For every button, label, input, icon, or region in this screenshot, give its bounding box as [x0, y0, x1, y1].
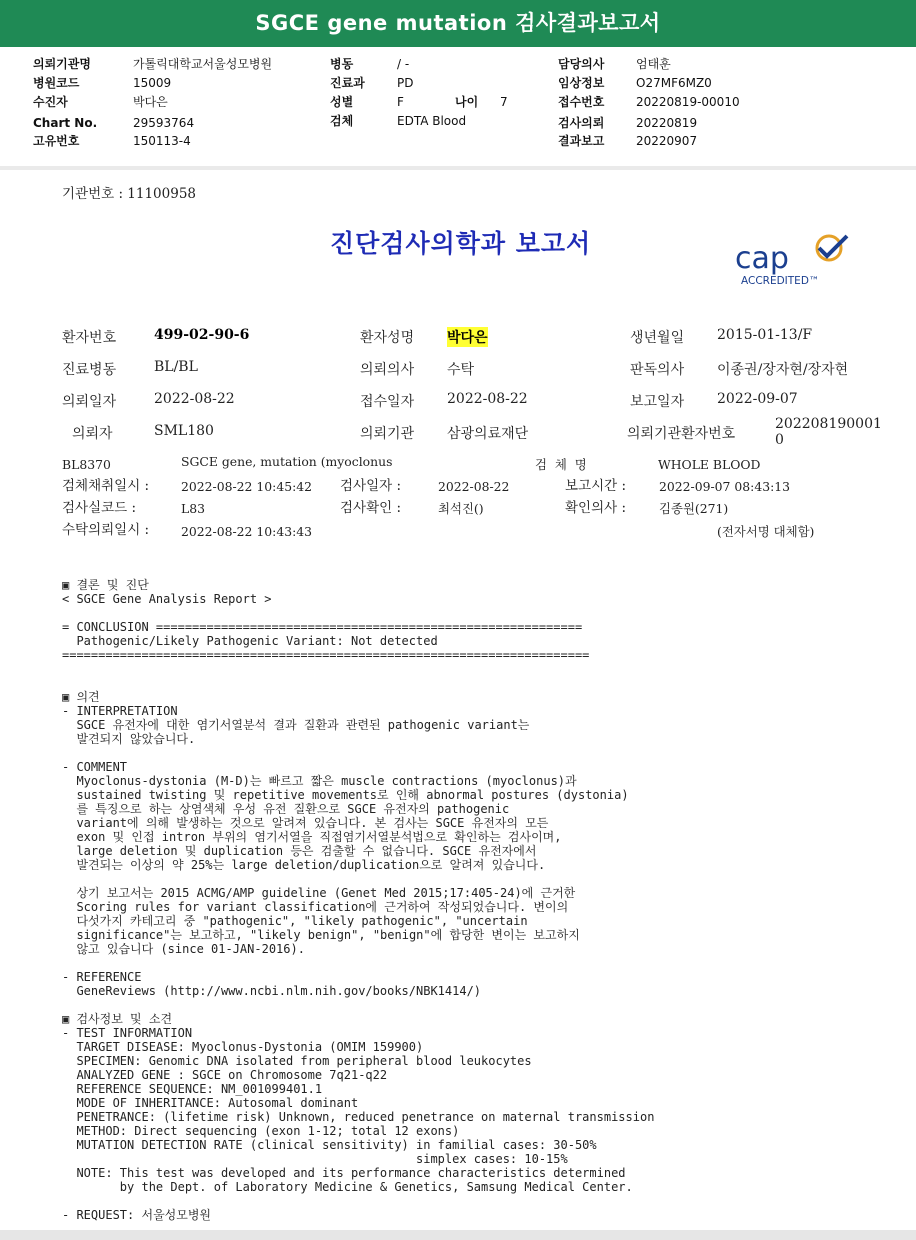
report-line: 상기 보고서는 2015 ACMG/AMP guideline (Genet Med 2015;17:405-24)에 근거한 [62, 886, 576, 900]
report-line: - TEST INFORMATION [62, 1026, 193, 1040]
report-line: simplex cases: 10-15% [62, 1152, 568, 1166]
meta-label: 검체채취일시 : [62, 478, 150, 494]
header-label: 의뢰기관명 [33, 57, 91, 71]
report-line: - REQUEST: 서울성모병원 [62, 1208, 212, 1222]
meta-value: 최석진() [438, 501, 484, 516]
institution-number: 기관번호 : 11100958 [62, 186, 197, 202]
patient-header [0, 47, 916, 168]
row-value: 2015-01-13/F [717, 327, 813, 343]
cap-accredited-logo [733, 234, 853, 290]
row-label: 접수일자 [360, 394, 415, 410]
report-line: variant에 의해 발생하는 것으로 알려져 있습니다. 본 검사는 SGCE 유전자의 모든 [62, 816, 549, 830]
page-bottom-bar [0, 1230, 916, 1240]
report-line: 발견되는 이상의 약 25%는 large deletion/duplication으로 알려져 있습니다. [62, 858, 546, 872]
report-line: ========================================================================= [62, 648, 590, 662]
header-value: 20220907 [636, 134, 698, 148]
report-line: SGCE 유전자에 대한 염기서열분석 결과 질환과 관련된 pathogenic variant는 [62, 718, 530, 732]
header-value: 150113-4 [133, 134, 191, 148]
row-label: 환자성명 [360, 330, 415, 346]
report-line: MODE OF INHERITANCE: Autosomal dominant [62, 1096, 359, 1110]
report-banner-title: SGCE gene mutation 검사결과보고서 [0, 0, 916, 47]
report-line: Scoring rules for variant classification에 근거하여 작성되었습니다. 변이의 [62, 900, 569, 914]
header-label: 결과보고 [558, 134, 605, 148]
header-label: 고유번호 [33, 134, 80, 148]
report-line [62, 606, 654, 620]
row-label: 의뢰자 [72, 426, 113, 442]
row-label: 의뢰의사 [360, 362, 415, 378]
header-label: 수진자 [33, 95, 68, 109]
header-value: F [397, 95, 404, 109]
report-line: - COMMENT [62, 760, 128, 774]
report-line: MUTATION DETECTION RATE (clinical sensitivity) in familial cases: 30-50% [62, 1138, 597, 1152]
header-age-label: 나이 [455, 95, 479, 109]
test-code: BL8370 [62, 457, 111, 472]
report-line: REFERENCE SEQUENCE: NM_001099401.1 [62, 1082, 323, 1096]
header-value: 가톨릭대학교서울성모병원 [133, 57, 273, 71]
report-line: 않고 있습니다 (since 01-JAN-2016). [62, 942, 305, 956]
row-value: 수탁 [447, 362, 475, 378]
header-label: 병동 [330, 57, 354, 71]
header-label: 임상정보 [558, 76, 605, 90]
meta-label: 검사실코드 : [62, 500, 137, 516]
header-value: 29593764 [133, 116, 195, 130]
meta-value: 2022-08-22 10:43:43 [181, 524, 313, 539]
header-value: / - [397, 57, 410, 71]
header-value: 20220819-00010 [636, 95, 740, 109]
row-label: 환자번호 [62, 330, 117, 346]
report-line: by the Dept. of Laboratory Medicine & Genetics, Samsung Medical Center. [62, 1180, 633, 1194]
report-line [62, 1194, 654, 1208]
ref-patient-number-tail: 0 [775, 432, 784, 448]
report-line: SPECIMEN: Genomic DNA isolated from peripheral blood leukocytes [62, 1054, 532, 1068]
meta-value: L83 [181, 501, 205, 516]
header-value: O27MF6MZ0 [636, 76, 712, 90]
specimen-label: 검 체 명 [535, 457, 587, 472]
svg-text:ACCREDITED™: ACCREDITED™ [741, 275, 820, 287]
report-line [62, 746, 654, 760]
report-line: ▣ 검사정보 및 소견 [62, 1012, 173, 1026]
report-line: < SGCE Gene Analysis Report > [62, 592, 272, 606]
header-value: EDTA Blood [397, 114, 467, 128]
report-body [62, 578, 654, 1222]
report-line [62, 676, 654, 690]
report-line: NOTE: This test was developed and its performance characteristics determined [62, 1166, 626, 1180]
row-value: SML180 [154, 423, 214, 439]
row-label: 의뢰일자 [62, 394, 117, 410]
row-label: 의뢰기관 [360, 426, 415, 442]
e-signature-note: (전자서명 대체함) [717, 524, 815, 539]
header-label: Chart No. [33, 116, 98, 130]
header-label: 진료과 [330, 76, 365, 90]
row-value: 삼광의료재단 [447, 426, 529, 442]
report-line: - REFERENCE [62, 970, 142, 984]
row-label: 진료병동 [62, 362, 117, 378]
header-value: 20220819 [636, 116, 698, 130]
header-label: 접수번호 [558, 95, 605, 109]
header-value: 15009 [133, 76, 172, 90]
meta-value: 김종원(271) [659, 501, 729, 516]
report-line: TARGET DISEASE: Myoclonus-Dystonia (OMIM 159900) [62, 1040, 424, 1054]
report-line [62, 872, 654, 886]
report-line: = CONCLUSION =========================================================== [62, 620, 583, 634]
report-title: 진단검사의학과 보고서 [330, 229, 592, 258]
test-name: SGCE gene, mutation (myoclonus [181, 454, 393, 469]
row-value: 이종권/장자현/장자현 [717, 362, 849, 378]
ref-patient-number: 202208190001 [775, 416, 882, 432]
meta-label: 확인의사 : [565, 500, 627, 516]
row-value: 2022-08-22 [447, 391, 528, 407]
patient-name: 박다은 [447, 327, 488, 347]
report-line [62, 998, 654, 1012]
report-line: significance"는 보고하고, "likely benign", "benign"에 합당한 변이는 보고하지 [62, 928, 580, 942]
report-line: large deletion 및 duplication 등은 검출할 수 없습니다. SGCE 유전자에서 [62, 844, 537, 858]
header-label: 담당의사 [558, 57, 605, 71]
report-line [62, 662, 654, 676]
report-line: ANALYZED GENE : SGCE on Chromosome 7q21-q22 [62, 1068, 388, 1082]
svg-text:cap: cap [735, 241, 789, 276]
meta-value: 2022-08-22 10:45:42 [181, 479, 313, 494]
row-value: 2022-09-07 [717, 391, 798, 407]
row-label: 생년월일 [630, 330, 685, 346]
report-line: - INTERPRETATION [62, 704, 178, 718]
report-line: PENETRANCE: (lifetime risk) Unknown, reduced penetrance on maternal transmission [62, 1110, 655, 1124]
report-line: 를 특징으로 하는 상염색체 우성 유전 질환으로 SGCE 유전자의 pathogenic [62, 802, 510, 816]
report-line: sustained twisting 및 repetitive movements로 인해 abnormal postures (dystonia) [62, 788, 629, 802]
row-label: 보고일자 [630, 394, 685, 410]
header-value: 박다은 [133, 95, 168, 109]
meta-label: 검사일자 : [340, 478, 402, 494]
header-age-value: 7 [500, 95, 508, 109]
report-line: METHOD: Direct sequencing (exon 1-12; total 12 exons) [62, 1124, 460, 1138]
header-label: 검사의뢰 [558, 116, 605, 130]
meta-value: 2022-08-22 [438, 479, 510, 494]
specimen-value: WHOLE BLOOD [658, 457, 761, 472]
row-label: 판독의사 [630, 362, 685, 378]
header-value: PD [397, 76, 414, 90]
report-line: 다섯가지 카테고리 중 "pathogenic", "likely pathogenic", "uncertain [62, 914, 528, 928]
row-value: BL/BL [154, 359, 198, 375]
cap-logo-icon [733, 234, 853, 290]
header-label: 성별 [330, 95, 354, 109]
report-line: ▣ 의견 [62, 690, 100, 704]
report-line: Myoclonus-dystonia (M-D)는 빠르고 짧은 muscle contractions (myoclonus)과 [62, 774, 577, 788]
header-label: 검체 [330, 114, 354, 128]
report-line: GeneReviews (http://www.ncbi.nlm.nih.gov/books/NBK1414/) [62, 984, 482, 998]
report-line: 발견되지 않았습니다. [62, 732, 196, 746]
lab-report [0, 170, 916, 1230]
report-line: ▣ 결론 및 진단 [62, 578, 149, 592]
report-line [62, 956, 654, 970]
header-value: 엄태훈 [636, 57, 671, 71]
meta-value: 2022-09-07 08:43:13 [659, 479, 791, 494]
meta-label: 보고시간 : [565, 478, 627, 494]
report-line: Pathogenic/Likely Pathogenic Variant: Not detected [62, 634, 438, 648]
header-label: 병원코드 [33, 76, 80, 90]
patient-number: 499-02-90-6 [154, 327, 250, 343]
meta-label: 검사확인 : [340, 500, 402, 516]
row-value: 2022-08-22 [154, 391, 235, 407]
meta-label: 수탁의뢰일시 : [62, 522, 150, 538]
report-line: exon 및 인접 intron 부위의 염기서열을 직접염기서열분석법으로 확인하는 검사이며, [62, 830, 562, 844]
row-label: 의뢰기관환자번호 [627, 426, 736, 442]
